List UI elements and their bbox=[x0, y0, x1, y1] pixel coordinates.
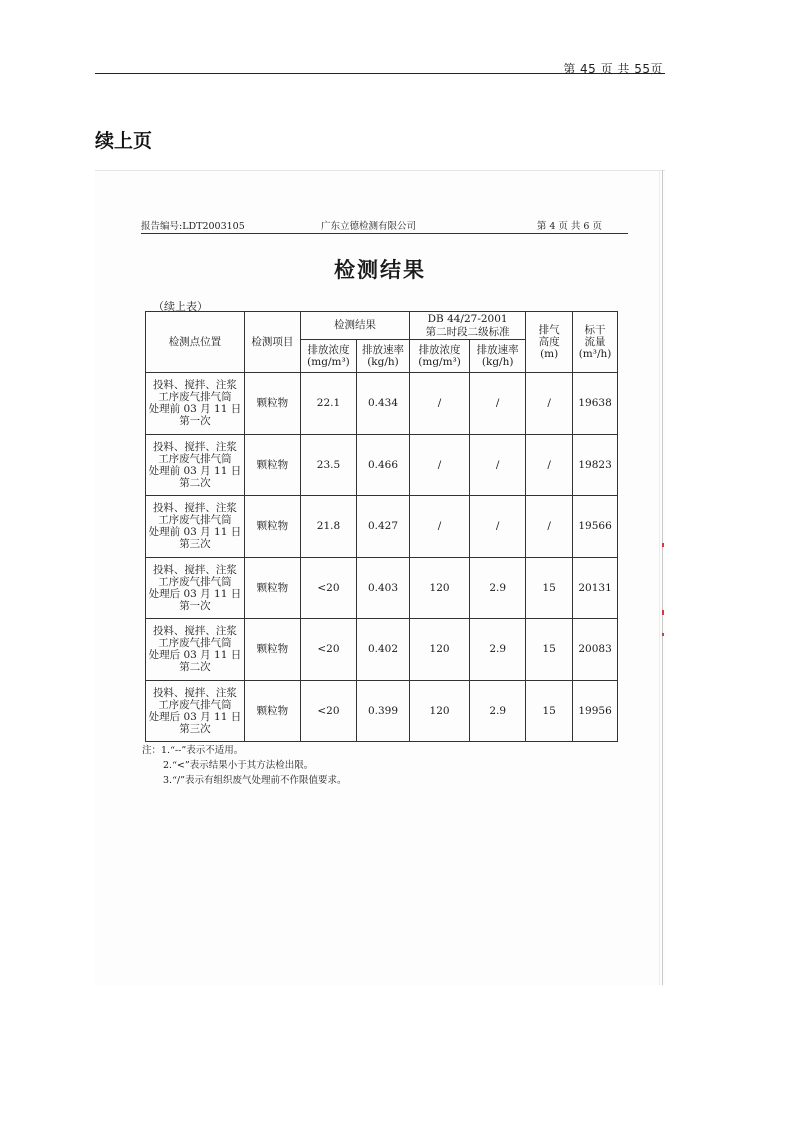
scan-top-edge bbox=[95, 170, 665, 171]
location-line: 投料、搅拌、注浆 bbox=[152, 379, 237, 392]
location-line: 处理前 03 月 11 日 bbox=[148, 526, 242, 539]
report-page-info: 第 4 页 共 6 页 bbox=[536, 221, 602, 232]
scanned-report-image bbox=[95, 170, 665, 985]
cell-flow: 19638 bbox=[573, 373, 618, 435]
header-item: 检测项目 bbox=[244, 312, 300, 373]
scan-right-edge bbox=[662, 170, 663, 985]
location-line: 第三次 bbox=[179, 538, 211, 551]
location-line: 投料、搅拌、注浆 bbox=[152, 686, 237, 699]
cell-item: 颗粒物 bbox=[244, 434, 300, 496]
cell-std-conc: / bbox=[410, 373, 470, 435]
location-line: 处理前 03 月 11 日 bbox=[148, 464, 242, 477]
location-line: 工序废气排气筒 bbox=[158, 514, 232, 527]
header-flow-unit: (m³/h) bbox=[578, 348, 612, 361]
cell-flow: 20083 bbox=[573, 619, 618, 681]
standard-level: 第二时段二级标准 bbox=[425, 325, 510, 338]
cell-std-rate: 2.9 bbox=[470, 619, 526, 681]
header-height-line2: 高度 bbox=[538, 335, 560, 348]
table-row bbox=[146, 619, 618, 681]
scan-right-edge-shadow bbox=[659, 170, 660, 985]
cell-conc: <20 bbox=[300, 557, 356, 619]
note-2: 2.“<”表示结果小于其方法检出限。 bbox=[163, 760, 314, 771]
table-row bbox=[146, 434, 618, 496]
cell-std-conc: 120 bbox=[410, 680, 470, 742]
cell-location bbox=[146, 557, 245, 619]
page-counter: 第 45 页 共 55页 bbox=[563, 62, 663, 76]
scan-artifact-mark bbox=[662, 543, 664, 547]
location-line: 投料、搅拌、注浆 bbox=[152, 502, 237, 515]
cell-std-rate: / bbox=[470, 496, 526, 558]
cell-rate: 0.403 bbox=[357, 557, 410, 619]
cell-flow: 19956 bbox=[573, 680, 618, 742]
cell-item: 颗粒物 bbox=[244, 557, 300, 619]
cell-std-conc: / bbox=[410, 434, 470, 496]
cell-conc: <20 bbox=[300, 619, 356, 681]
header-result-conc bbox=[300, 340, 356, 373]
report-number: 报告编号:LDT2003105 bbox=[141, 221, 245, 232]
location-line: 工序废气排气筒 bbox=[158, 575, 232, 588]
cell-location bbox=[146, 434, 245, 496]
section-title: 续上页 bbox=[95, 130, 153, 152]
cell-location bbox=[146, 373, 245, 435]
header-results-group: 检测结果 bbox=[300, 312, 409, 340]
header-std-conc-label: 排放浓度 bbox=[418, 343, 461, 356]
location-line: 第二次 bbox=[179, 661, 211, 674]
location-line: 处理前 03 月 11 日 bbox=[148, 403, 242, 416]
header-flow-line1: 标干 bbox=[584, 323, 606, 336]
location-line: 工序废气排气筒 bbox=[158, 452, 232, 465]
cell-rate: 0.427 bbox=[357, 496, 410, 558]
location-line: 投料、搅拌、注浆 bbox=[152, 440, 237, 453]
location-line: 处理后 03 月 11 日 bbox=[148, 710, 242, 723]
header-std-conc-unit: (mg/m³) bbox=[418, 356, 461, 368]
cell-std-conc: 120 bbox=[410, 619, 470, 681]
cell-flow: 19823 bbox=[573, 434, 618, 496]
header-rate-label: 排放速率 bbox=[362, 343, 404, 356]
table-row bbox=[146, 496, 618, 558]
cell-rate: 0.402 bbox=[357, 619, 410, 681]
location-line: 第二次 bbox=[179, 476, 211, 489]
results-table bbox=[145, 311, 618, 742]
cell-rate: 0.399 bbox=[357, 680, 410, 742]
header-conc-label: 排放浓度 bbox=[307, 343, 350, 356]
scan-artifact-mark bbox=[662, 633, 664, 636]
cell-location bbox=[146, 496, 245, 558]
header-row-1 bbox=[146, 312, 618, 340]
cell-conc: 21.8 bbox=[300, 496, 356, 558]
header-standard-rate bbox=[470, 340, 526, 373]
cell-rate: 0.466 bbox=[357, 434, 410, 496]
scan-artifact-mark bbox=[662, 610, 664, 615]
header-flow-line2: 流量 bbox=[584, 335, 606, 348]
cell-height: 15 bbox=[526, 557, 573, 619]
cell-conc: 23.5 bbox=[300, 434, 356, 496]
cell-rate: 0.434 bbox=[357, 373, 410, 435]
cell-flow: 20131 bbox=[573, 557, 618, 619]
result-title: 检测结果 bbox=[334, 258, 426, 282]
header-height-unit: (m) bbox=[540, 348, 559, 361]
location-line: 工序废气排气筒 bbox=[158, 698, 232, 711]
header-standard-conc bbox=[410, 340, 470, 373]
report-header bbox=[141, 218, 628, 234]
cell-height: 15 bbox=[526, 619, 573, 681]
cell-location bbox=[146, 680, 245, 742]
header-result-rate bbox=[357, 340, 410, 373]
header-flow bbox=[573, 312, 618, 373]
location-line: 工序废气排气筒 bbox=[158, 391, 232, 404]
location-line: 投料、搅拌、注浆 bbox=[152, 625, 237, 638]
location-line: 第一次 bbox=[179, 599, 211, 612]
cell-std-rate: 2.9 bbox=[470, 680, 526, 742]
table-row bbox=[146, 373, 618, 435]
location-line: 第一次 bbox=[179, 415, 211, 428]
cell-location bbox=[146, 619, 245, 681]
cell-item: 颗粒物 bbox=[244, 373, 300, 435]
cell-conc: 22.1 bbox=[300, 373, 356, 435]
note-3: 3.“/”表示有组织废气处理前不作限值要求。 bbox=[163, 775, 347, 786]
cell-flow: 19566 bbox=[573, 496, 618, 558]
cell-height: 15 bbox=[526, 680, 573, 742]
continue-label: （续上表） bbox=[153, 300, 208, 313]
header-height-line1: 排气 bbox=[538, 323, 560, 336]
cell-std-conc: 120 bbox=[410, 557, 470, 619]
notes bbox=[142, 743, 346, 788]
cell-std-rate: / bbox=[470, 434, 526, 496]
cell-item: 颗粒物 bbox=[244, 680, 300, 742]
header-std-rate-label: 排放速率 bbox=[476, 343, 519, 356]
location-line: 第三次 bbox=[179, 722, 211, 735]
standard-code: DB 44/27-2001 bbox=[427, 313, 508, 326]
note-1: 注：1.“--”表示不适用。 bbox=[142, 745, 244, 756]
location-line: 处理后 03 月 11 日 bbox=[148, 587, 242, 600]
header-std-rate-unit: (kg/h) bbox=[481, 356, 514, 368]
results-body bbox=[146, 373, 618, 742]
cell-std-conc: / bbox=[410, 496, 470, 558]
header-standard-group bbox=[410, 312, 526, 340]
location-line: 处理后 03 月 11 日 bbox=[148, 649, 242, 662]
header-height bbox=[526, 312, 573, 373]
cell-height: / bbox=[526, 496, 573, 558]
cell-item: 颗粒物 bbox=[244, 496, 300, 558]
page-header bbox=[95, 59, 665, 74]
cell-std-rate: / bbox=[470, 373, 526, 435]
cell-conc: <20 bbox=[300, 680, 356, 742]
location-line: 投料、搅拌、注浆 bbox=[152, 563, 237, 576]
cell-height: / bbox=[526, 434, 573, 496]
table-row bbox=[146, 680, 618, 742]
table-row bbox=[146, 557, 618, 619]
company-name: 广东立德检测有限公司 bbox=[321, 221, 417, 232]
cell-height: / bbox=[526, 373, 573, 435]
header-location: 检测点位置 bbox=[146, 312, 245, 373]
header-rate-unit: (kg/h) bbox=[367, 356, 399, 368]
location-line: 工序废气排气筒 bbox=[158, 637, 232, 650]
cell-item: 颗粒物 bbox=[244, 619, 300, 681]
cell-std-rate: 2.9 bbox=[470, 557, 526, 619]
header-conc-unit: (mg/m³) bbox=[307, 356, 350, 368]
